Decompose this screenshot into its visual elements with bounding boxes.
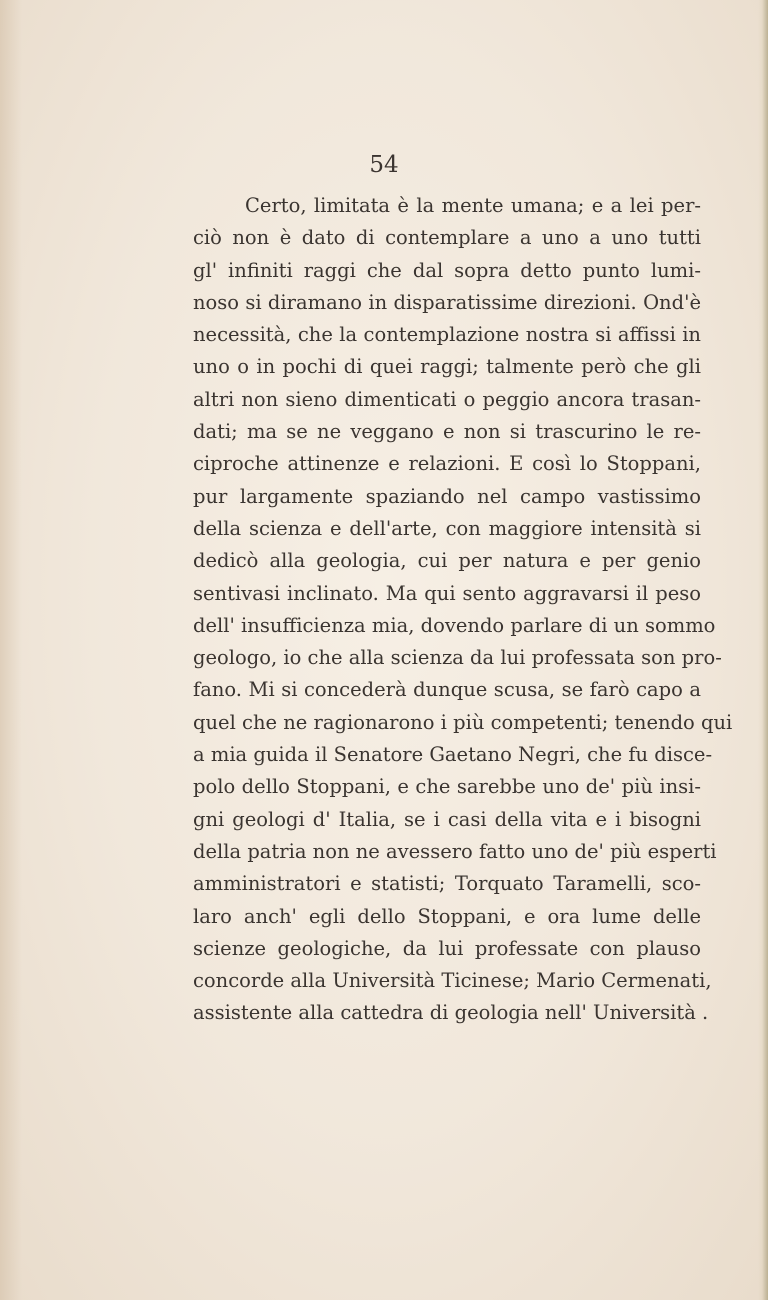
text-line: necessità, che la contemplazione nostra si affissi in xyxy=(193,323,701,347)
page-number: 54 xyxy=(369,152,399,178)
text-line: fano. Mi si concederà dunque scusa, se farò capo a xyxy=(193,678,701,702)
text-line: amministratori e statisti; Torquato Taramelli, sco- xyxy=(193,872,701,896)
text-line: della scienza e dell'arte, con maggiore intensità si xyxy=(193,516,701,540)
text-line: laro anch' egli dello Stoppani, e ora lume delle xyxy=(193,904,701,928)
text-line: altri non sieno dimenticati o peggio ancora trasan- xyxy=(193,387,701,411)
text-line: gl' infiniti raggi che dal sopra detto punto lumi- xyxy=(193,258,701,282)
text-line: pur largamente spaziando nel campo vastissimo xyxy=(193,484,701,508)
body-text xyxy=(193,190,733,1030)
text-line: sentivasi inclinato. Ma qui sento aggravarsi il peso xyxy=(193,581,701,605)
text-line: dedicò alla geologia, cui per natura e per genio xyxy=(193,549,701,573)
page-edge xyxy=(758,0,768,1300)
text-line: polo dello Stoppani, e che sarebbe uno de' più insi- xyxy=(193,775,701,799)
text-line: della patria non ne avessero fatto uno de' più esperti xyxy=(193,839,717,863)
text-line: dell' insufficienza mia, dovendo parlare di un sommo xyxy=(193,613,716,637)
text-line: geologo, io che alla scienza da lui professata son pro- xyxy=(193,646,722,670)
text-line: scienze geologiche, da lui professate con plauso xyxy=(193,936,701,960)
text-line: assistente alla cattedra di geologia nell' Università . xyxy=(193,1001,709,1025)
text-line: concorde alla Università Ticinese; Mario Cermenati, xyxy=(193,969,712,993)
text-line: ciò non è dato di contemplare a uno a uno tutti xyxy=(193,226,701,250)
text-line: Certo, limitata è la mente umana; e a lei per- xyxy=(245,194,701,217)
text-line: gni geologi d' Italia, se i casi della vita e i bisogni xyxy=(193,807,701,831)
text-line: uno o in pochi di quei raggi; talmente però che gli xyxy=(193,355,701,379)
text-line: ciproche attinenze e relazioni. E così lo Stoppani, xyxy=(193,452,701,476)
text-line: quel che ne ragionarono i più competenti; tenendo qui xyxy=(193,710,733,734)
text-line: noso si diramano in disparatissime direzioni. Ond'è xyxy=(193,290,701,314)
text-line: a mia guida il Senatore Gaetano Negri, che fu disce- xyxy=(193,743,713,767)
page-gutter-shadow xyxy=(0,0,22,1300)
text-line: dati; ma se ne veggano e non si trascurino le re- xyxy=(193,420,701,444)
